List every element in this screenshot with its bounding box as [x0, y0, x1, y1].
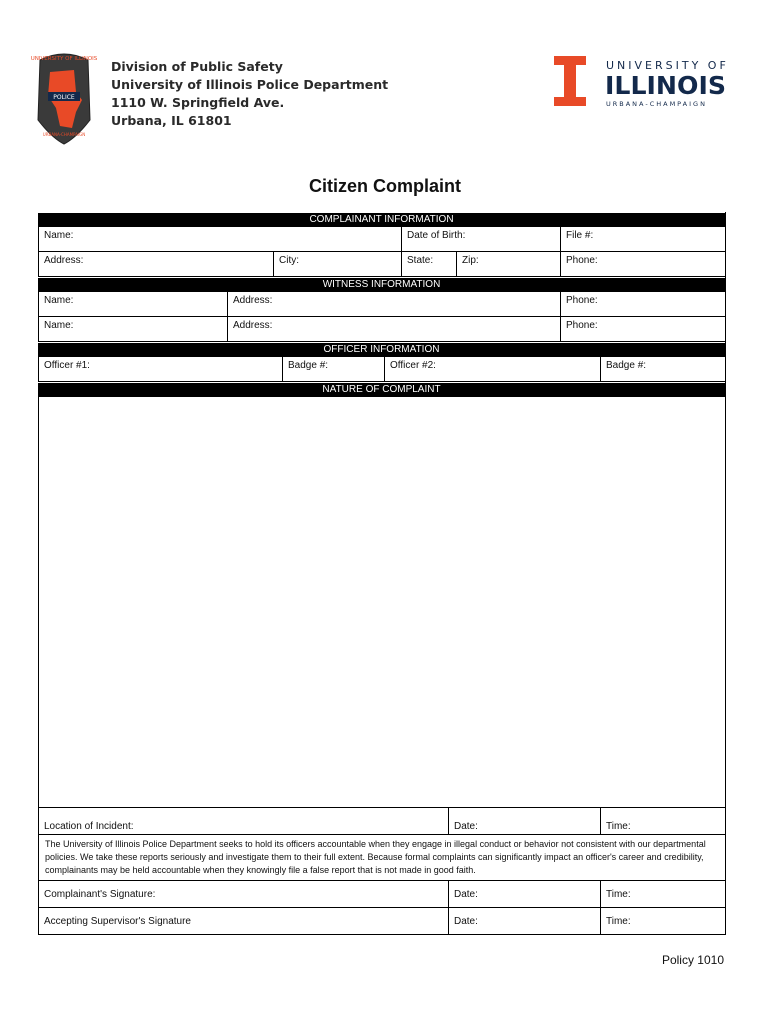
- badge-2-field[interactable]: Badge #:: [606, 360, 647, 371]
- supervisor-signature-date-field[interactable]: Date:: [449, 908, 601, 934]
- letterhead: [30, 50, 736, 150]
- police-badge-icon: [30, 50, 98, 146]
- officer-row: [38, 357, 725, 382]
- complainant-state-field[interactable]: State:: [402, 252, 457, 276]
- address-line: Division of Public Safety: [111, 59, 283, 74]
- address-line: 1110 W. Springfield Ave.: [111, 95, 285, 110]
- logo-line1: UNIVERSITY OF: [606, 59, 729, 72]
- location-of-incident-field[interactable]: Location of Incident:: [39, 808, 449, 834]
- badge-1-field[interactable]: Badge #:: [283, 357, 385, 381]
- witness-row-1: [38, 292, 725, 317]
- badge-text-middle: POLICE: [53, 94, 75, 101]
- witness-1-name-field[interactable]: Name:: [39, 292, 228, 316]
- officer-1-field[interactable]: Officer #1:: [39, 357, 283, 381]
- complainant-dob-field[interactable]: Date of Birth:: [402, 227, 561, 251]
- witness-1-phone-field[interactable]: Phone:: [566, 295, 598, 306]
- logo-line2: ILLINOIS: [605, 71, 726, 100]
- complainant-phone-field[interactable]: Phone:: [566, 255, 598, 266]
- incident-row: [38, 808, 725, 835]
- supervisor-signature-row: [38, 908, 725, 935]
- supervisor-signature-time-field[interactable]: Time:: [606, 916, 631, 927]
- badge-text-top: UNIVERSITY OF ILLINOIS: [30, 56, 98, 62]
- complainant-row-2: [38, 252, 725, 277]
- address-line: University of Illinois Police Department: [111, 77, 389, 92]
- section-header-complainant: COMPLAINANT INFORMATION: [38, 213, 725, 227]
- complainant-city-field[interactable]: City:: [274, 252, 402, 276]
- complainant-name-field[interactable]: Name:: [39, 227, 402, 251]
- policy-number: Policy 1010: [661, 953, 724, 967]
- witness-row-2: [38, 317, 725, 342]
- complainant-zip-field[interactable]: Zip:: [457, 252, 561, 276]
- witness-2-phone-field[interactable]: Phone:: [566, 320, 598, 331]
- supervisor-signature-field[interactable]: Accepting Supervisor's Signature: [39, 908, 449, 934]
- address-line: Urbana, IL 61801: [111, 113, 232, 128]
- department-address: [111, 58, 388, 130]
- complainant-file-field[interactable]: File #:: [566, 230, 594, 241]
- university-logo: [554, 56, 729, 108]
- officer-2-field[interactable]: Officer #2:: [385, 357, 601, 381]
- complainant-signature-date-field[interactable]: Date:: [449, 881, 601, 907]
- badge-text-bottom: URBANA-CHAMPAIGN: [42, 132, 86, 137]
- witness-2-address-field[interactable]: Address:: [228, 317, 561, 341]
- witness-1-address-field[interactable]: Address:: [228, 292, 561, 316]
- section-header-officer: OFFICER INFORMATION: [38, 343, 725, 357]
- incident-time-field[interactable]: Time:: [606, 821, 631, 832]
- complainant-signature-row: [38, 881, 725, 908]
- complainant-signature-field[interactable]: Complainant's Signature:: [39, 881, 449, 907]
- complainant-row-1: [38, 227, 725, 252]
- logo-line3: URBANA-CHAMPAIGN: [606, 100, 707, 108]
- complainant-address-field[interactable]: Address:: [39, 252, 274, 276]
- complainant-signature-time-field[interactable]: Time:: [606, 889, 631, 900]
- accountability-notice: The University of Illinois Police Department seeks to hold its officers accountable when they engage in illegal conduct or behavior not consistent with our departmental policies. We take these reports seriously and investigate them to their full extent. Because formal complaints can significantly impact an officer's career and credibility, complainants may be held accountable when they knowingly file a false report that is not made in good faith.: [38, 835, 725, 881]
- witness-2-name-field[interactable]: Name:: [39, 317, 228, 341]
- incident-date-field[interactable]: Date:: [449, 808, 601, 834]
- nature-of-complaint-textarea[interactable]: [38, 397, 725, 808]
- section-header-nature: NATURE OF COMPLAINT: [38, 383, 725, 397]
- section-header-witness: WITNESS INFORMATION: [38, 278, 725, 292]
- page-title: Citizen Complaint: [309, 176, 461, 196]
- complaint-form: [38, 212, 726, 935]
